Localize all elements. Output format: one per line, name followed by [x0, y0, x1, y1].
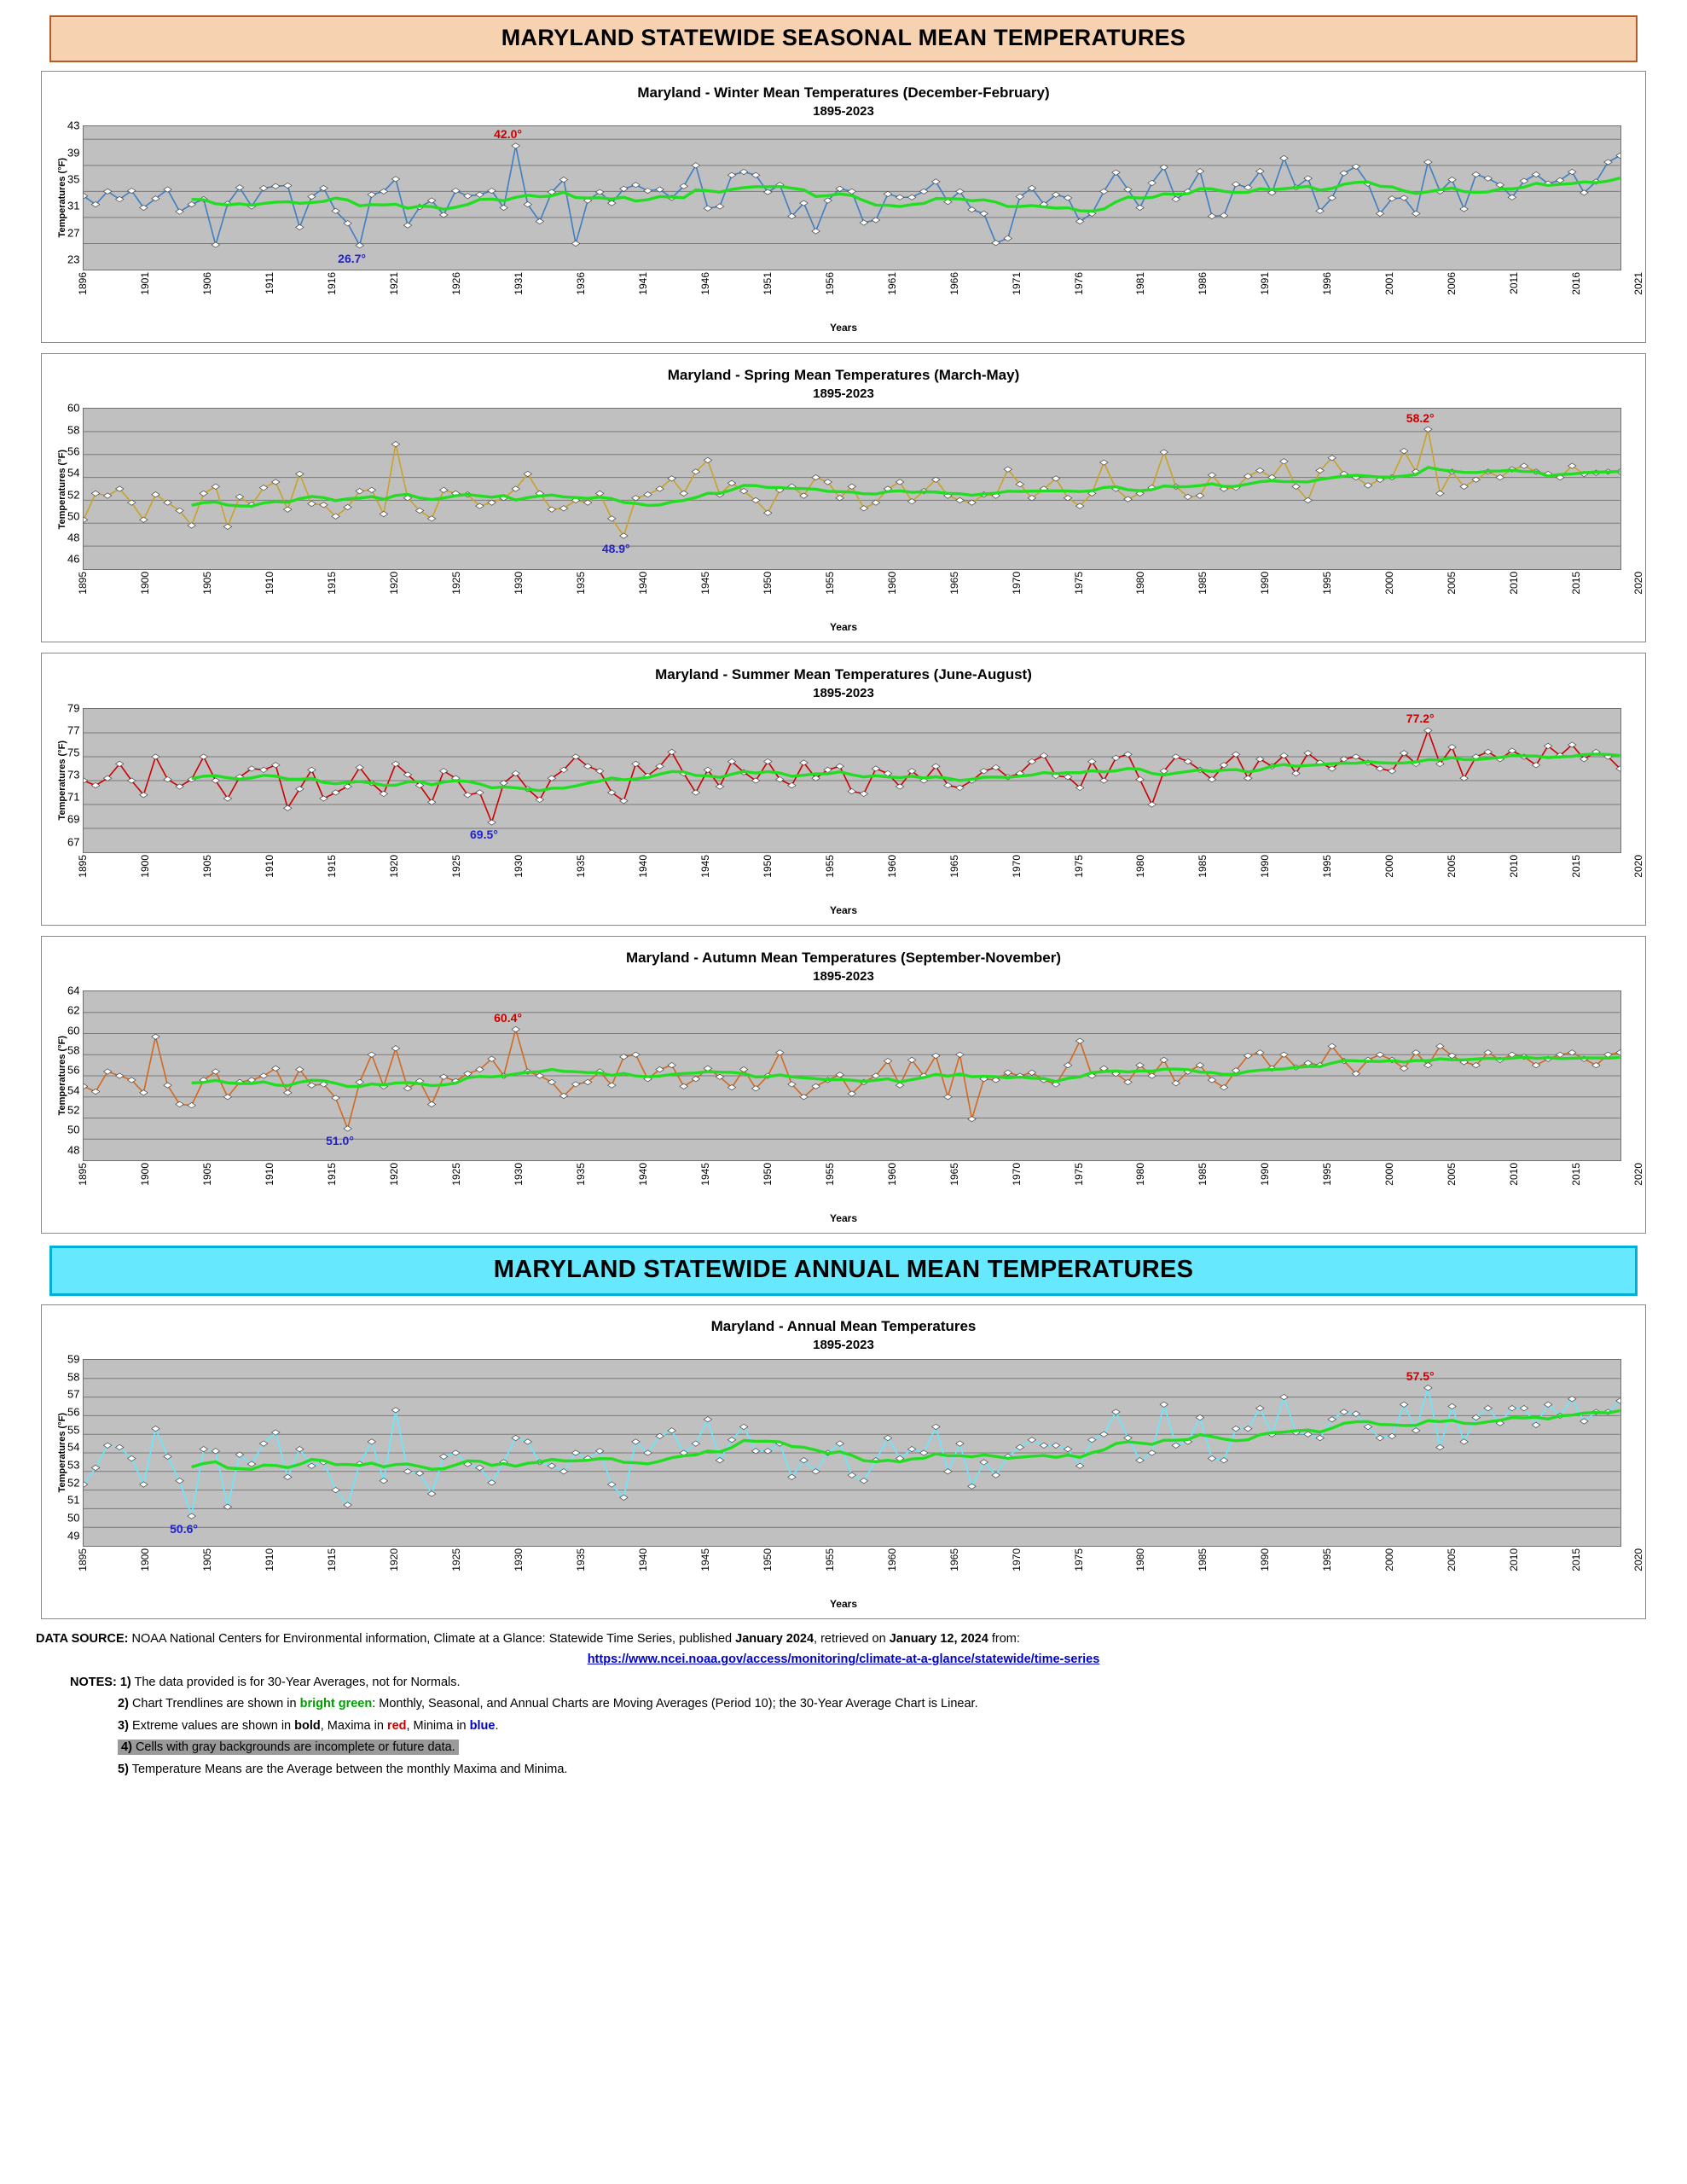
x-tick: 1920: [387, 1548, 400, 1571]
y-tick: 67: [67, 835, 80, 848]
plot-wrap-autumn: [47, 984, 1640, 1161]
x-tick: 2020: [1632, 1548, 1645, 1571]
extreme-max-label: 77.2°: [1406, 712, 1435, 726]
y-tick: 54: [67, 1083, 80, 1097]
x-tick: 1990: [1259, 572, 1272, 595]
y-tick: 23: [67, 253, 80, 266]
x-tick: 2001: [1383, 272, 1396, 295]
x-tick: 2011: [1508, 272, 1521, 294]
note-3-text-d: .: [495, 1718, 499, 1733]
x-tick: 1975: [1072, 1162, 1085, 1186]
y-tick: 75: [67, 746, 80, 759]
x-tick: 1905: [200, 854, 213, 878]
chart-panel-annual: [41, 1304, 1646, 1619]
extreme-max-label: 42.0°: [494, 127, 522, 142]
x-tick: 1895: [77, 1162, 89, 1186]
note-2-green: bright green: [299, 1697, 373, 1711]
source-text-2: , retrieved on: [814, 1631, 886, 1646]
chart-title-text: Maryland - Spring Mean Temperatures (March-May): [667, 367, 1020, 384]
chart-svg: [84, 1360, 1620, 1546]
published-date: January 2024: [735, 1631, 815, 1646]
x-tick: 1935: [574, 1548, 587, 1571]
y-tick: 58: [67, 423, 80, 437]
note-4-text: Cells with gray backgrounds are incomplete or future data.: [135, 1740, 455, 1755]
x-tick: 1995: [1321, 572, 1334, 595]
y-tick: 53: [67, 1458, 80, 1472]
y-tick: 52: [67, 488, 80, 501]
x-tick: 1980: [1134, 854, 1147, 878]
x-tick: 1975: [1072, 572, 1085, 595]
footer: [36, 1629, 1651, 1779]
x-tick: 1995: [1321, 854, 1334, 878]
note-3-red: red: [386, 1718, 407, 1733]
x-tick: 1930: [512, 854, 525, 878]
x-tick: 1941: [636, 272, 649, 295]
x-tick: 1930: [512, 1548, 525, 1571]
chart-svg: [84, 126, 1620, 270]
plot-area-autumn: [83, 990, 1621, 1161]
x-tick: 1920: [387, 572, 400, 595]
y-tick: 56: [67, 1405, 80, 1419]
y-tick: 52: [67, 1476, 80, 1490]
x-tick: 1946: [699, 272, 711, 295]
x-tick: 2015: [1570, 854, 1583, 878]
y-axis-label: Temperatures (°F): [57, 158, 67, 238]
data-source-text: NOAA National Centers for Environmental information, Climate at a Glance: Statewide Time Series, published: [131, 1631, 733, 1646]
x-tick: 1935: [574, 854, 587, 878]
x-tick: 1900: [138, 1162, 151, 1186]
x-tick: 1905: [200, 572, 213, 595]
plot-area-annual: [83, 1359, 1621, 1547]
extreme-min-label: 69.5°: [470, 828, 498, 842]
x-tick: 1960: [885, 1548, 898, 1571]
x-tick: 1895: [77, 572, 89, 595]
chart-subtitle: 1895-2023: [813, 968, 874, 984]
x-tick: 1976: [1072, 272, 1085, 295]
x-tick: 1901: [138, 272, 151, 295]
chart-title-text: Maryland - Summer Mean Temperatures (June-August): [655, 666, 1032, 683]
x-tick: 1980: [1134, 1548, 1147, 1571]
chart-svg: [84, 409, 1620, 569]
x-tick: 2020: [1632, 572, 1645, 595]
x-tick: 1970: [1010, 1162, 1023, 1186]
x-tick: 2010: [1508, 1162, 1521, 1186]
x-axis-label: Years: [829, 903, 858, 916]
extreme-max-label: 60.4°: [494, 1010, 522, 1025]
x-tick: 1940: [636, 572, 649, 595]
x-tick: 1920: [387, 854, 400, 878]
y-tick: 58: [67, 1370, 80, 1384]
chart-panel-winter: [41, 71, 1646, 343]
y-tick: 56: [67, 444, 80, 458]
chart-subtitle: 1895-2023: [813, 103, 874, 119]
extreme-min-label: 26.7°: [338, 251, 367, 265]
x-tick: 1991: [1259, 272, 1272, 295]
note-2-text-a: Chart Trendlines are shown in: [131, 1697, 297, 1711]
x-tick: 1915: [325, 1548, 338, 1571]
x-tick: 1956: [823, 272, 836, 295]
y-tick: 50: [67, 1511, 80, 1525]
x-tick: 1931: [512, 272, 525, 295]
note-3-text-c: , Minima in: [406, 1718, 467, 1733]
x-tick: 1940: [636, 1162, 649, 1186]
x-tick: 1970: [1010, 1548, 1023, 1571]
x-tick: 2000: [1383, 1162, 1396, 1186]
chart-title-autumn: [47, 949, 1640, 985]
x-tick: 1906: [200, 272, 213, 295]
x-tick: 1936: [574, 272, 587, 295]
x-tick: 1960: [885, 572, 898, 595]
x-tick: 1975: [1072, 854, 1085, 878]
x-tick: 1955: [823, 854, 836, 878]
x-tick: 1995: [1321, 1162, 1334, 1186]
x-tick: 2005: [1446, 1548, 1458, 1571]
x-tick: 1905: [200, 1162, 213, 1186]
y-axis-ticks: [67, 984, 83, 1161]
y-tick: 60: [67, 401, 80, 415]
x-tick: 1895: [77, 1548, 89, 1571]
x-tick: 2020: [1632, 1162, 1645, 1186]
x-tick: 1910: [263, 572, 275, 595]
note-4-highlight: [118, 1740, 459, 1755]
x-tick: 1910: [263, 1162, 275, 1186]
x-tick: 1955: [823, 1548, 836, 1571]
x-tick: 2015: [1570, 572, 1583, 595]
y-axis-ticks: [67, 701, 83, 853]
note-1-text: The data provided is for 30-Year Averages, not for Normals.: [134, 1675, 461, 1689]
y-tick: 52: [67, 1103, 80, 1117]
x-axis-label: Years: [829, 1211, 858, 1224]
x-tick: 2010: [1508, 1548, 1521, 1571]
data-source-label: DATA SOURCE:: [36, 1631, 129, 1646]
x-tick: 1940: [636, 1548, 649, 1571]
chart-title-winter: [47, 84, 1640, 120]
source-link[interactable]: https://www.ncei.noaa.gov/access/monitoring/climate-at-a-glance/statewide/time-series: [587, 1653, 1100, 1667]
x-tick: 1896: [77, 272, 89, 295]
note-3-text-b: , Maxima in: [320, 1718, 384, 1733]
x-tick: 1985: [1197, 854, 1209, 878]
note-1-num: 1): [119, 1675, 131, 1689]
y-tick: 50: [67, 1123, 80, 1136]
plot-area-spring: [83, 408, 1621, 570]
extreme-max-label: 57.5°: [1406, 1368, 1435, 1383]
y-axis-label: Temperatures (°F): [57, 449, 67, 530]
y-tick: 54: [67, 466, 80, 479]
chart-subtitle: 1895-2023: [813, 386, 874, 402]
y-tick: 64: [67, 984, 80, 997]
x-tick: 1910: [263, 854, 275, 878]
x-tick: 2005: [1446, 572, 1458, 595]
x-tick: 1960: [885, 1162, 898, 1186]
chart-title-spring: [47, 366, 1640, 403]
data-source-line: [36, 1629, 1651, 1648]
x-tick: 2016: [1570, 272, 1583, 295]
x-tick: 1900: [138, 854, 151, 878]
x-axis-label: Years: [829, 621, 858, 634]
source-text-3: from:: [991, 1631, 1020, 1646]
chart-subtitle: 1895-2023: [813, 1337, 874, 1352]
x-tick: 1955: [823, 572, 836, 595]
y-tick: 27: [67, 226, 80, 240]
x-tick: 1965: [948, 572, 960, 595]
x-tick: 1985: [1197, 1162, 1209, 1186]
x-tick: 2005: [1446, 854, 1458, 878]
extreme-min-label: 50.6°: [170, 1521, 198, 1536]
x-axis-ticks: [47, 1547, 1645, 1603]
y-tick: 73: [67, 768, 80, 781]
x-tick: 1990: [1259, 1548, 1272, 1571]
note-5-num: 5): [118, 1762, 129, 1776]
note-3-bold: bold: [294, 1718, 321, 1733]
x-axis-label: Years: [829, 1597, 858, 1610]
x-tick: 1980: [1134, 1162, 1147, 1186]
note-3-num: 3): [118, 1718, 129, 1733]
x-tick: 1930: [512, 1162, 525, 1186]
y-tick: 60: [67, 1024, 80, 1037]
x-tick: 1965: [948, 854, 960, 878]
x-tick: 1945: [699, 572, 711, 595]
x-tick: 2021: [1632, 272, 1645, 295]
x-axis-ticks: [47, 853, 1645, 909]
x-tick: 1935: [574, 1162, 587, 1186]
x-tick: 1960: [885, 854, 898, 878]
y-axis-label: Temperatures (°F): [57, 740, 67, 821]
x-tick: 1980: [1134, 572, 1147, 595]
note-5-text: Temperature Means are the Average between the monthly Maxima and Minima.: [131, 1762, 568, 1776]
y-tick: 57: [67, 1387, 80, 1401]
y-tick: 55: [67, 1423, 80, 1437]
y-tick: 35: [67, 172, 80, 186]
x-tick: 1895: [77, 854, 89, 878]
annual-banner: MARYLAND STATEWIDE ANNUAL MEAN TEMPERATURES: [49, 1246, 1638, 1296]
y-tick: 48: [67, 1143, 80, 1157]
x-tick: 1945: [699, 1548, 711, 1571]
chart-panel-spring: [41, 353, 1646, 642]
note-4-num: 4): [121, 1740, 132, 1755]
chart-svg: [84, 991, 1620, 1160]
extreme-max-label: 58.2°: [1406, 410, 1435, 425]
retrieved-date: January 12, 2024: [889, 1631, 988, 1646]
y-tick: 50: [67, 509, 80, 523]
y-tick: 43: [67, 119, 80, 132]
x-tick: 2000: [1383, 1548, 1396, 1571]
x-tick: 2005: [1446, 1162, 1458, 1186]
y-tick: 31: [67, 199, 80, 212]
x-tick: 1910: [263, 1548, 275, 1571]
x-axis-ticks: [47, 570, 1645, 626]
y-axis-ticks: [67, 401, 83, 570]
notes-label: NOTES:: [70, 1675, 117, 1689]
x-tick: 1916: [325, 272, 338, 295]
x-tick: 1905: [200, 1548, 213, 1571]
x-tick: 1985: [1197, 572, 1209, 595]
plot-wrap-annual: [47, 1352, 1640, 1547]
x-tick: 1996: [1321, 272, 1334, 295]
x-tick: 1921: [387, 272, 400, 295]
x-axis-label: Years: [829, 322, 858, 334]
plot-area-summer: [83, 708, 1621, 853]
chart-svg: [84, 709, 1620, 852]
y-tick: 62: [67, 1003, 80, 1017]
y-axis-ticks: [67, 119, 83, 270]
note-3-text-a: Extreme values are shown in: [131, 1718, 292, 1733]
note-3: [118, 1716, 1651, 1735]
chart-title-annual: [47, 1317, 1640, 1354]
y-tick: 51: [67, 1493, 80, 1507]
y-tick: 54: [67, 1440, 80, 1454]
y-tick: 71: [67, 790, 80, 804]
note-5: [118, 1760, 1651, 1779]
x-tick: 1950: [761, 1548, 774, 1571]
x-tick: 1915: [325, 1162, 338, 1186]
x-tick: 1985: [1197, 1548, 1209, 1571]
note-1: [70, 1673, 1651, 1692]
x-tick: 1965: [948, 1162, 960, 1186]
extreme-min-label: 48.9°: [601, 542, 630, 556]
x-tick: 1955: [823, 1162, 836, 1186]
chart-title-text: Maryland - Autumn Mean Temperatures (September-November): [625, 949, 1062, 966]
chart-panel-autumn: [41, 936, 1646, 1234]
note-2-num: 2): [118, 1697, 129, 1711]
x-tick: 1926: [449, 272, 462, 295]
y-axis-ticks: [67, 1352, 83, 1547]
y-tick: 58: [67, 1043, 80, 1057]
y-axis-label: Temperatures (°F): [57, 1036, 67, 1116]
x-tick: 1925: [449, 1162, 462, 1186]
y-tick: 46: [67, 552, 80, 566]
x-tick: 1900: [138, 572, 151, 595]
y-tick: 59: [67, 1352, 80, 1366]
x-tick: 1925: [449, 854, 462, 878]
chart-subtitle: 1895-2023: [813, 686, 874, 701]
note-2: [118, 1694, 1651, 1713]
y-tick: 39: [67, 146, 80, 160]
seasonal-banner: MARYLAND STATEWIDE SEASONAL MEAN TEMPERATURES: [49, 15, 1638, 62]
plot-wrap-winter: [47, 119, 1640, 270]
x-axis-ticks: [47, 1161, 1645, 1217]
x-tick: 1950: [761, 854, 774, 878]
x-tick: 1961: [885, 272, 898, 295]
x-tick: 2010: [1508, 572, 1521, 595]
x-tick: 1911: [263, 272, 275, 294]
x-tick: 2015: [1570, 1548, 1583, 1571]
y-tick: 77: [67, 723, 80, 737]
x-tick: 1945: [699, 854, 711, 878]
note-4: [118, 1738, 1651, 1757]
plot-wrap-spring: [47, 401, 1640, 570]
x-tick: 1925: [449, 572, 462, 595]
x-tick: 1950: [761, 572, 774, 595]
x-tick: 1970: [1010, 572, 1023, 595]
x-tick: 1981: [1134, 272, 1147, 295]
x-tick: 1970: [1010, 854, 1023, 878]
x-tick: 1975: [1072, 1548, 1085, 1571]
y-tick: 56: [67, 1063, 80, 1077]
extreme-min-label: 51.0°: [326, 1134, 354, 1148]
chart-panel-summer: [41, 653, 1646, 925]
x-tick: 1940: [636, 854, 649, 878]
x-tick: 2010: [1508, 854, 1521, 878]
x-tick: 1945: [699, 1162, 711, 1186]
x-tick: 1925: [449, 1548, 462, 1571]
plot-wrap-summer: [47, 701, 1640, 853]
x-tick: 1935: [574, 572, 587, 595]
plot-area-winter: [83, 125, 1621, 270]
x-axis-ticks: [47, 270, 1645, 327]
x-tick: 1930: [512, 572, 525, 595]
note-2-text-b: : Monthly, Seasonal, and Annual Charts are Moving Averages (Period 10); the 30-Year Average Chart is Linear.: [372, 1697, 978, 1711]
x-tick: 2000: [1383, 572, 1396, 595]
x-tick: 1965: [948, 1548, 960, 1571]
x-tick: 1995: [1321, 1548, 1334, 1571]
x-tick: 2015: [1570, 1162, 1583, 1186]
x-tick: 1915: [325, 572, 338, 595]
x-tick: 1915: [325, 854, 338, 878]
x-tick: 1966: [948, 272, 960, 295]
x-tick: 1920: [387, 1162, 400, 1186]
x-tick: 2006: [1446, 272, 1458, 295]
y-tick: 48: [67, 531, 80, 544]
x-tick: 1990: [1259, 854, 1272, 878]
y-tick: 49: [67, 1529, 80, 1542]
x-tick: 1990: [1259, 1162, 1272, 1186]
note-3-blue: blue: [469, 1718, 496, 1733]
y-tick: 69: [67, 812, 80, 826]
notes-block: [70, 1673, 1651, 1779]
chart-title-text: Maryland - Annual Mean Temperatures: [710, 1317, 977, 1334]
x-tick: 1950: [761, 1162, 774, 1186]
chart-title-summer: [47, 665, 1640, 702]
x-tick: 1971: [1010, 272, 1023, 295]
x-tick: 2020: [1632, 854, 1645, 878]
x-tick: 1951: [761, 272, 774, 295]
y-axis-label: Temperatures (°F): [57, 1413, 67, 1493]
x-tick: 1900: [138, 1548, 151, 1571]
chart-title-text: Maryland - Winter Mean Temperatures (December-February): [637, 84, 1050, 101]
y-tick: 79: [67, 701, 80, 715]
x-tick: 2000: [1383, 854, 1396, 878]
x-tick: 1986: [1197, 272, 1209, 295]
